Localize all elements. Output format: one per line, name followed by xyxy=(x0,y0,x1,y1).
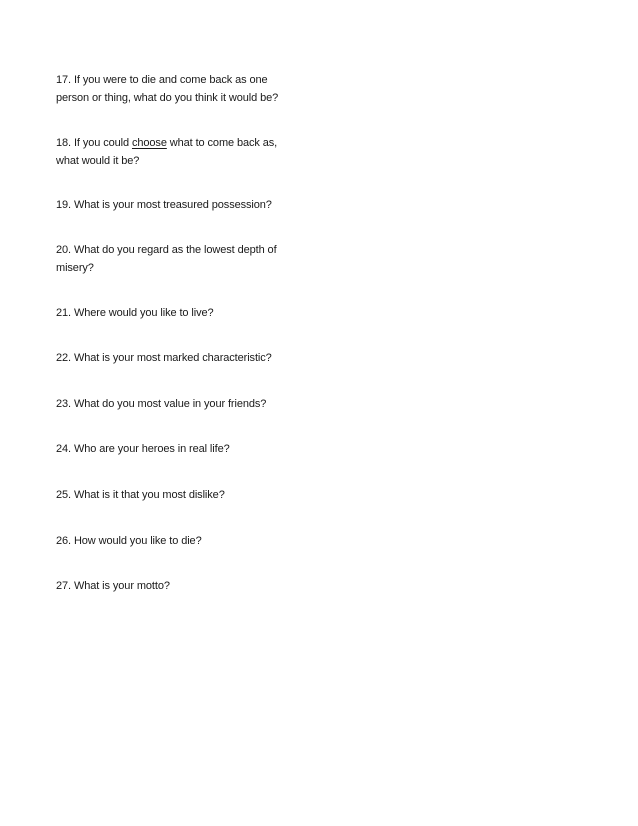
question-26-line-1: 26. How would you like to die? xyxy=(56,535,202,547)
question-23-line-1: 23. What do you most value in your friends? xyxy=(56,398,267,410)
question-25 xyxy=(56,486,356,504)
question-18-underlined-word: choose xyxy=(131,137,167,149)
question-18-line-2: what would it be? xyxy=(56,155,140,167)
question-18-line-1 xyxy=(56,134,356,152)
question-20 xyxy=(56,241,356,277)
question-18-text-after: what to come back as, xyxy=(166,137,278,149)
question-27-line-1: 27. What is your motto? xyxy=(56,580,170,592)
question-27 xyxy=(56,577,356,595)
question-26 xyxy=(56,532,356,550)
question-17-line-2: person or thing, what do you think it would be? xyxy=(56,92,279,104)
question-20-line-1: 20. What do you regard as the lowest depth of xyxy=(56,244,277,256)
question-25-line-1: 25. What is it that you most dislike? xyxy=(56,489,225,501)
question-18 xyxy=(56,134,356,170)
question-20-line-2: misery? xyxy=(56,262,94,274)
question-22 xyxy=(56,349,356,367)
question-19-line-1: 19. What is your most treasured possession? xyxy=(56,199,272,211)
question-24 xyxy=(56,440,356,458)
question-19 xyxy=(56,196,356,214)
question-17 xyxy=(56,71,356,107)
question-17-line-1: 17. If you were to die and come back as one xyxy=(56,74,268,86)
question-22-line-1: 22. What is your most marked characteristic? xyxy=(56,352,272,364)
question-18-text-before: 18. If you could xyxy=(56,137,132,149)
question-21-line-1: 21. Where would you like to live? xyxy=(56,307,214,319)
question-24-line-1: 24. Who are your heroes in real life? xyxy=(56,443,230,455)
question-21 xyxy=(56,304,356,322)
question-23 xyxy=(56,395,356,413)
